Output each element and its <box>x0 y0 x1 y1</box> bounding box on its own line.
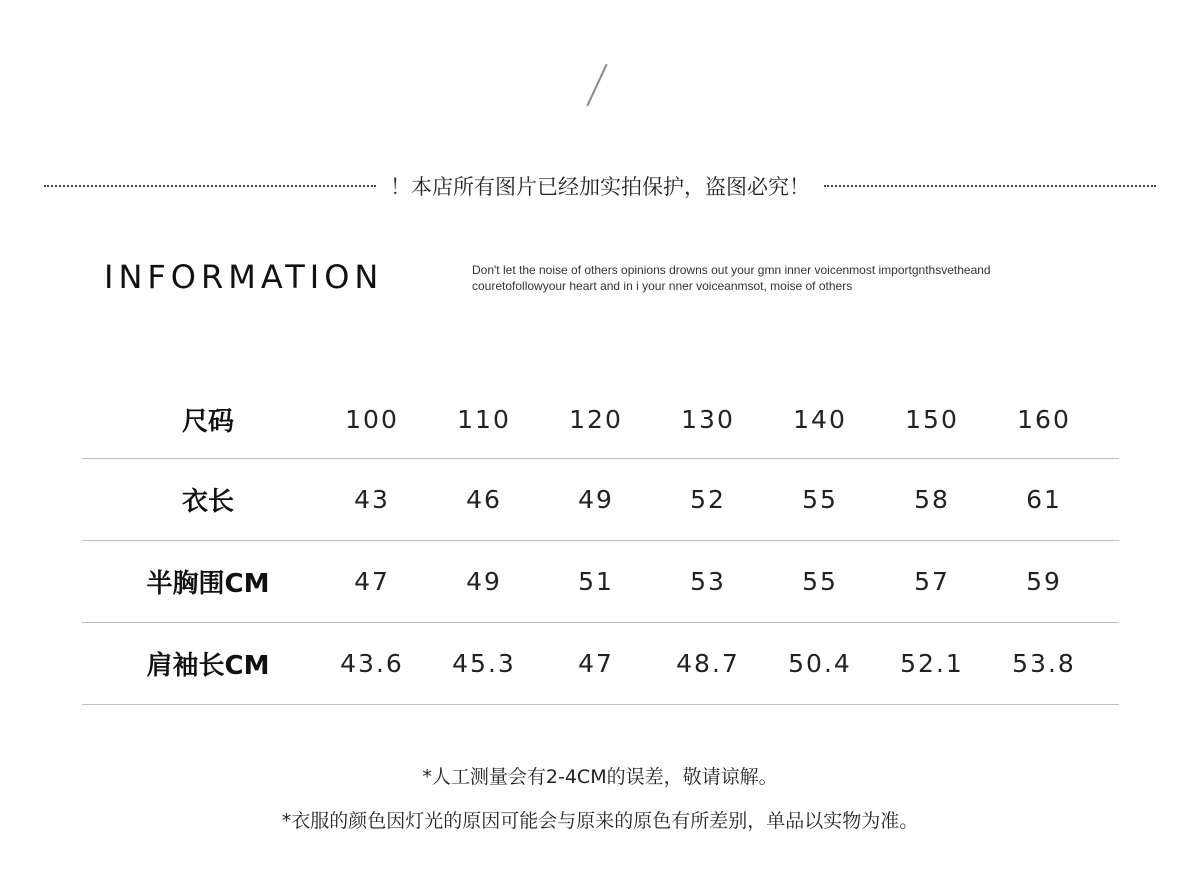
value-cell: 51 <box>578 567 614 596</box>
value-cell: 43 <box>354 485 390 514</box>
size-cell: 150 <box>905 404 959 434</box>
table-row-half-chest <box>82 541 1119 623</box>
value-cell: 52.1 <box>900 649 964 678</box>
size-header-row <box>82 380 1119 459</box>
row-label: 半胸围CM <box>146 569 270 599</box>
value-cell: 53 <box>690 567 726 596</box>
value-cell: 57 <box>914 567 950 596</box>
information-subtitle-line-1: Don't let the noise of others opinions drowns out your gmn inner voicenmost importgnthsvetheand <box>472 263 991 277</box>
size-cell: 100 <box>345 404 399 434</box>
size-cell: 140 <box>793 404 847 434</box>
row-label: 衣长 <box>181 487 234 517</box>
value-cell: 45.3 <box>452 649 516 678</box>
size-cell: 130 <box>681 404 735 434</box>
color-difference-note: *衣服的颜色因灯光的原因可能会与原来的原色有所差别，单品以实物为准。 <box>281 810 919 832</box>
value-cell: 48.7 <box>676 649 740 678</box>
row-label: 肩袖长CM <box>146 651 270 681</box>
information-subtitle <box>472 262 1092 294</box>
size-cell: 160 <box>1017 404 1071 434</box>
value-cell: 50.4 <box>788 649 852 678</box>
table-row-length <box>82 459 1119 541</box>
value-cell: 61 <box>1026 485 1062 514</box>
slash-divider-icon <box>586 64 607 107</box>
value-cell: 43.6 <box>340 649 404 678</box>
value-cell: 58 <box>914 485 950 514</box>
copyright-notice-row <box>44 168 1156 204</box>
dotted-line-right <box>824 185 1156 187</box>
value-cell: 59 <box>1026 567 1062 596</box>
information-title: INFORMATION <box>104 258 384 296</box>
size-cell: 110 <box>457 404 511 434</box>
value-cell: 47 <box>578 649 614 678</box>
dotted-line-left <box>44 185 376 187</box>
size-table <box>82 380 1119 705</box>
measurement-error-note: *人工测量会有2-4CM的误差，敬请谅解。 <box>422 766 778 788</box>
value-cell: 52 <box>690 485 726 514</box>
value-cell: 55 <box>802 567 838 596</box>
value-cell: 47 <box>354 567 390 596</box>
size-cell: 120 <box>569 404 623 434</box>
value-cell: 46 <box>466 485 502 514</box>
table-row-shoulder-sleeve <box>82 623 1119 705</box>
copyright-notice: ！本店所有图片已经加实拍保护，盗图必究！ <box>390 175 810 199</box>
size-header-label: 尺码 <box>181 406 234 437</box>
value-cell: 53.8 <box>1012 649 1076 678</box>
value-cell: 49 <box>466 567 502 596</box>
value-cell: 55 <box>802 485 838 514</box>
value-cell: 49 <box>578 485 614 514</box>
information-subtitle-line-2: couretofollowyour heart and in i your nner voiceanmsot, moise of others <box>472 279 853 293</box>
